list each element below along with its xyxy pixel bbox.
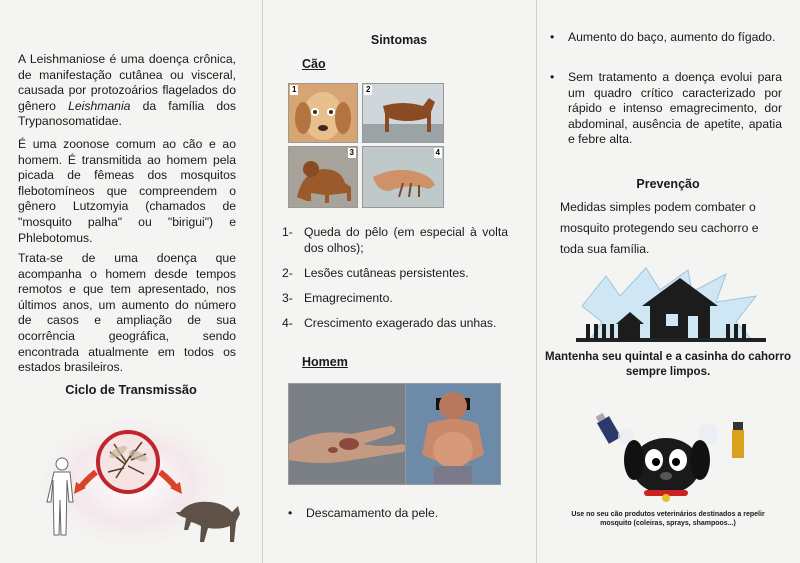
- photo-number-2: 2: [366, 85, 371, 94]
- prevention-text: Medidas simples podem combater o mosquito protegendo seu cachorro e toda sua família.: [560, 200, 759, 256]
- intro-paragraph-2: É uma zoonose comum ao cão e ao homem. É transmitida ao homem pela picada de fêmeas dos mosquitos flebotomíneos que compreendem o gênero Lutzomyia (chamados de "mosquito palha" ou "birigui") e Phlebotomus.: [18, 137, 236, 245]
- house-caption: Mantenha seu quintal e a casinha do cahorro sempre limpos.: [544, 351, 792, 378]
- dog-heading: Cão: [302, 57, 326, 71]
- house-icon: [650, 304, 710, 338]
- dog-caption: Use no seu cão produtos veterinários destinados a repelir mosquito (coleiras, sprays, shampoos...): [571, 511, 765, 527]
- dog-photo-1: [288, 83, 358, 143]
- cartoon-dog-icon: [624, 438, 710, 502]
- human-heading: Homem: [302, 355, 348, 369]
- mosquito-circle-icon: [98, 432, 158, 492]
- photo-number-4: 4: [435, 148, 440, 157]
- dog-photo-2: [362, 83, 444, 143]
- panel-symptoms: Sintomas Cão 1 2 3 4 1- Queda do pêlo (em especial à volta dos olhos); 2- Lesões cutâneas persistentes. 3- Emagrecimento. 4- Crescimento exagerado das unhas. Homem • Descamamento da pele.: [262, 0, 536, 563]
- spray-can-right-icon: [732, 422, 744, 458]
- human-photo-hand: [288, 383, 406, 485]
- dog-photo-3: [288, 146, 358, 208]
- spray-can-left-icon: [596, 413, 621, 444]
- photo-number-3: 3: [349, 148, 354, 157]
- dog-repellent-illustration: [596, 412, 756, 508]
- intro-paragraph-1: A Leishmaniose é uma doença crônica, de manifestação cutânea ou visceral, causada por protozoários flagelados do gênero Leishmania da família dos Trypanosomatidae.: [18, 52, 236, 129]
- panel-intro: [0, 0, 262, 563]
- intro-paragraph-3: Trata-se de uma doença que acompanha o homem desde tempos remotos e que tem apresentado, nos últimos anos, um aumento do número de casos e ampliação de sua ocorrência geográfica, sendo encontrada atualmente em todos os estados brasileiros.: [18, 251, 236, 375]
- photo-number-1: 1: [292, 85, 297, 94]
- human-photo-child: [405, 383, 501, 485]
- dog-photo-4: [362, 146, 444, 208]
- house-illustration: [576, 266, 766, 350]
- cycle-title: Ciclo de Transmissão: [65, 382, 197, 397]
- prevention-title: Prevenção: [636, 177, 700, 191]
- symptoms-title: Sintomas: [370, 33, 428, 47]
- transmission-cycle-illustration: [30, 412, 245, 552]
- panel-prevention: • Aumento do baço, aumento do fígado. • Sem tratamento a doença evolui para um quadro crítico caracterizado por rápido e intenso emagrecimento, dor abdominal, ausência de apetite, apatia e febre alta. Prevenção Medidas simples podem combater o mosquito protegendo seu cachorro e toda sua família. Mantenha seu quintal e a casinha do cahorro sempre limpos. Use no seu cão produtos veterinários destinados a repelir mosquito (coleiras, sprays, shampoos...): [536, 0, 800, 563]
